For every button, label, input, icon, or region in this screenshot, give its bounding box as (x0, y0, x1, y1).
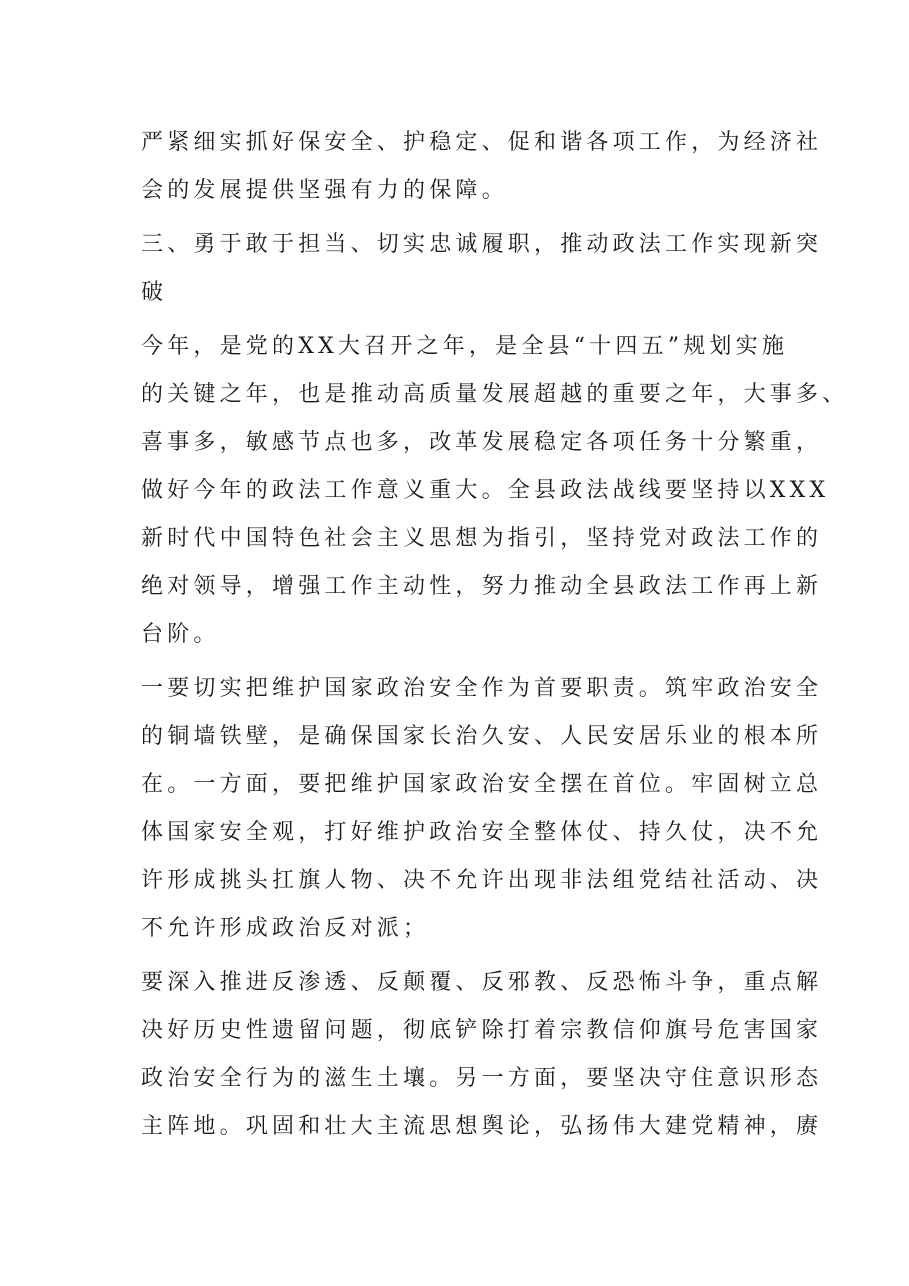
text-line: 台阶。 (141, 622, 220, 647)
text-line: 的铜墙铁壁，是确保国家长治久安、人民安居乐业的根本所 (141, 724, 823, 749)
section-heading: 破 (141, 280, 168, 305)
text-line: 绝对领导，增强工作主动性，努力推动全县政法工作再上新 (141, 574, 823, 599)
text-line: 一要切实把维护国家政治安全作为首要职责。筑牢政治安全 (141, 676, 823, 701)
text-line: 喜事多，敏感节点也多，改革发展稳定各项任务十分繁重， (141, 430, 823, 455)
text-line: 做好今年的政法工作意义重大。全县政法战线要坚持以XXX (141, 478, 830, 503)
text-line: 严紧细实抓好保安全、护稳定、促和谐各项工作，为经济社 (141, 130, 823, 155)
text-line: 的关键之年，也是推动高质量发展超越的重要之年，大事多、 (141, 382, 849, 407)
text-line: 今年，是党的XX大召开之年，是全县“十四五”规划实施 (141, 334, 789, 359)
text-line: 体国家安全观，打好维护政治安全整体仗、持久仗，决不允 (141, 820, 823, 845)
text-line: 政治安全行为的滋生土壤。另一方面，要坚决守住意识形态 (141, 1066, 823, 1091)
text-line: 不允许形成政治反对派； (141, 916, 430, 941)
section-heading: 三、勇于敢于担当、切实忠诚履职，推动政法工作实现新突 (141, 232, 823, 257)
text-line: 要深入推进反渗透、反颠覆、反邪教、反恐怖斗争，重点解 (141, 970, 823, 995)
text-line: 决好历史性遗留问题，彻底铲除打着宗教信仰旗号危害国家 (141, 1018, 823, 1043)
text-line: 新时代中国特色社会主义思想为指引，坚持党对政法工作的 (141, 526, 823, 551)
text-line: 主阵地。巩固和壮大主流思想舆论，弘扬伟大建党精神，赓 (141, 1114, 823, 1139)
text-line: 会的发展提供坚强有力的保障。 (141, 178, 508, 203)
text-line: 在。一方面，要把维护国家政治安全摆在首位。牢固树立总 (141, 772, 823, 797)
text-line: 许形成挑头扛旗人物、决不允许出现非法组党结社活动、决 (141, 868, 823, 893)
